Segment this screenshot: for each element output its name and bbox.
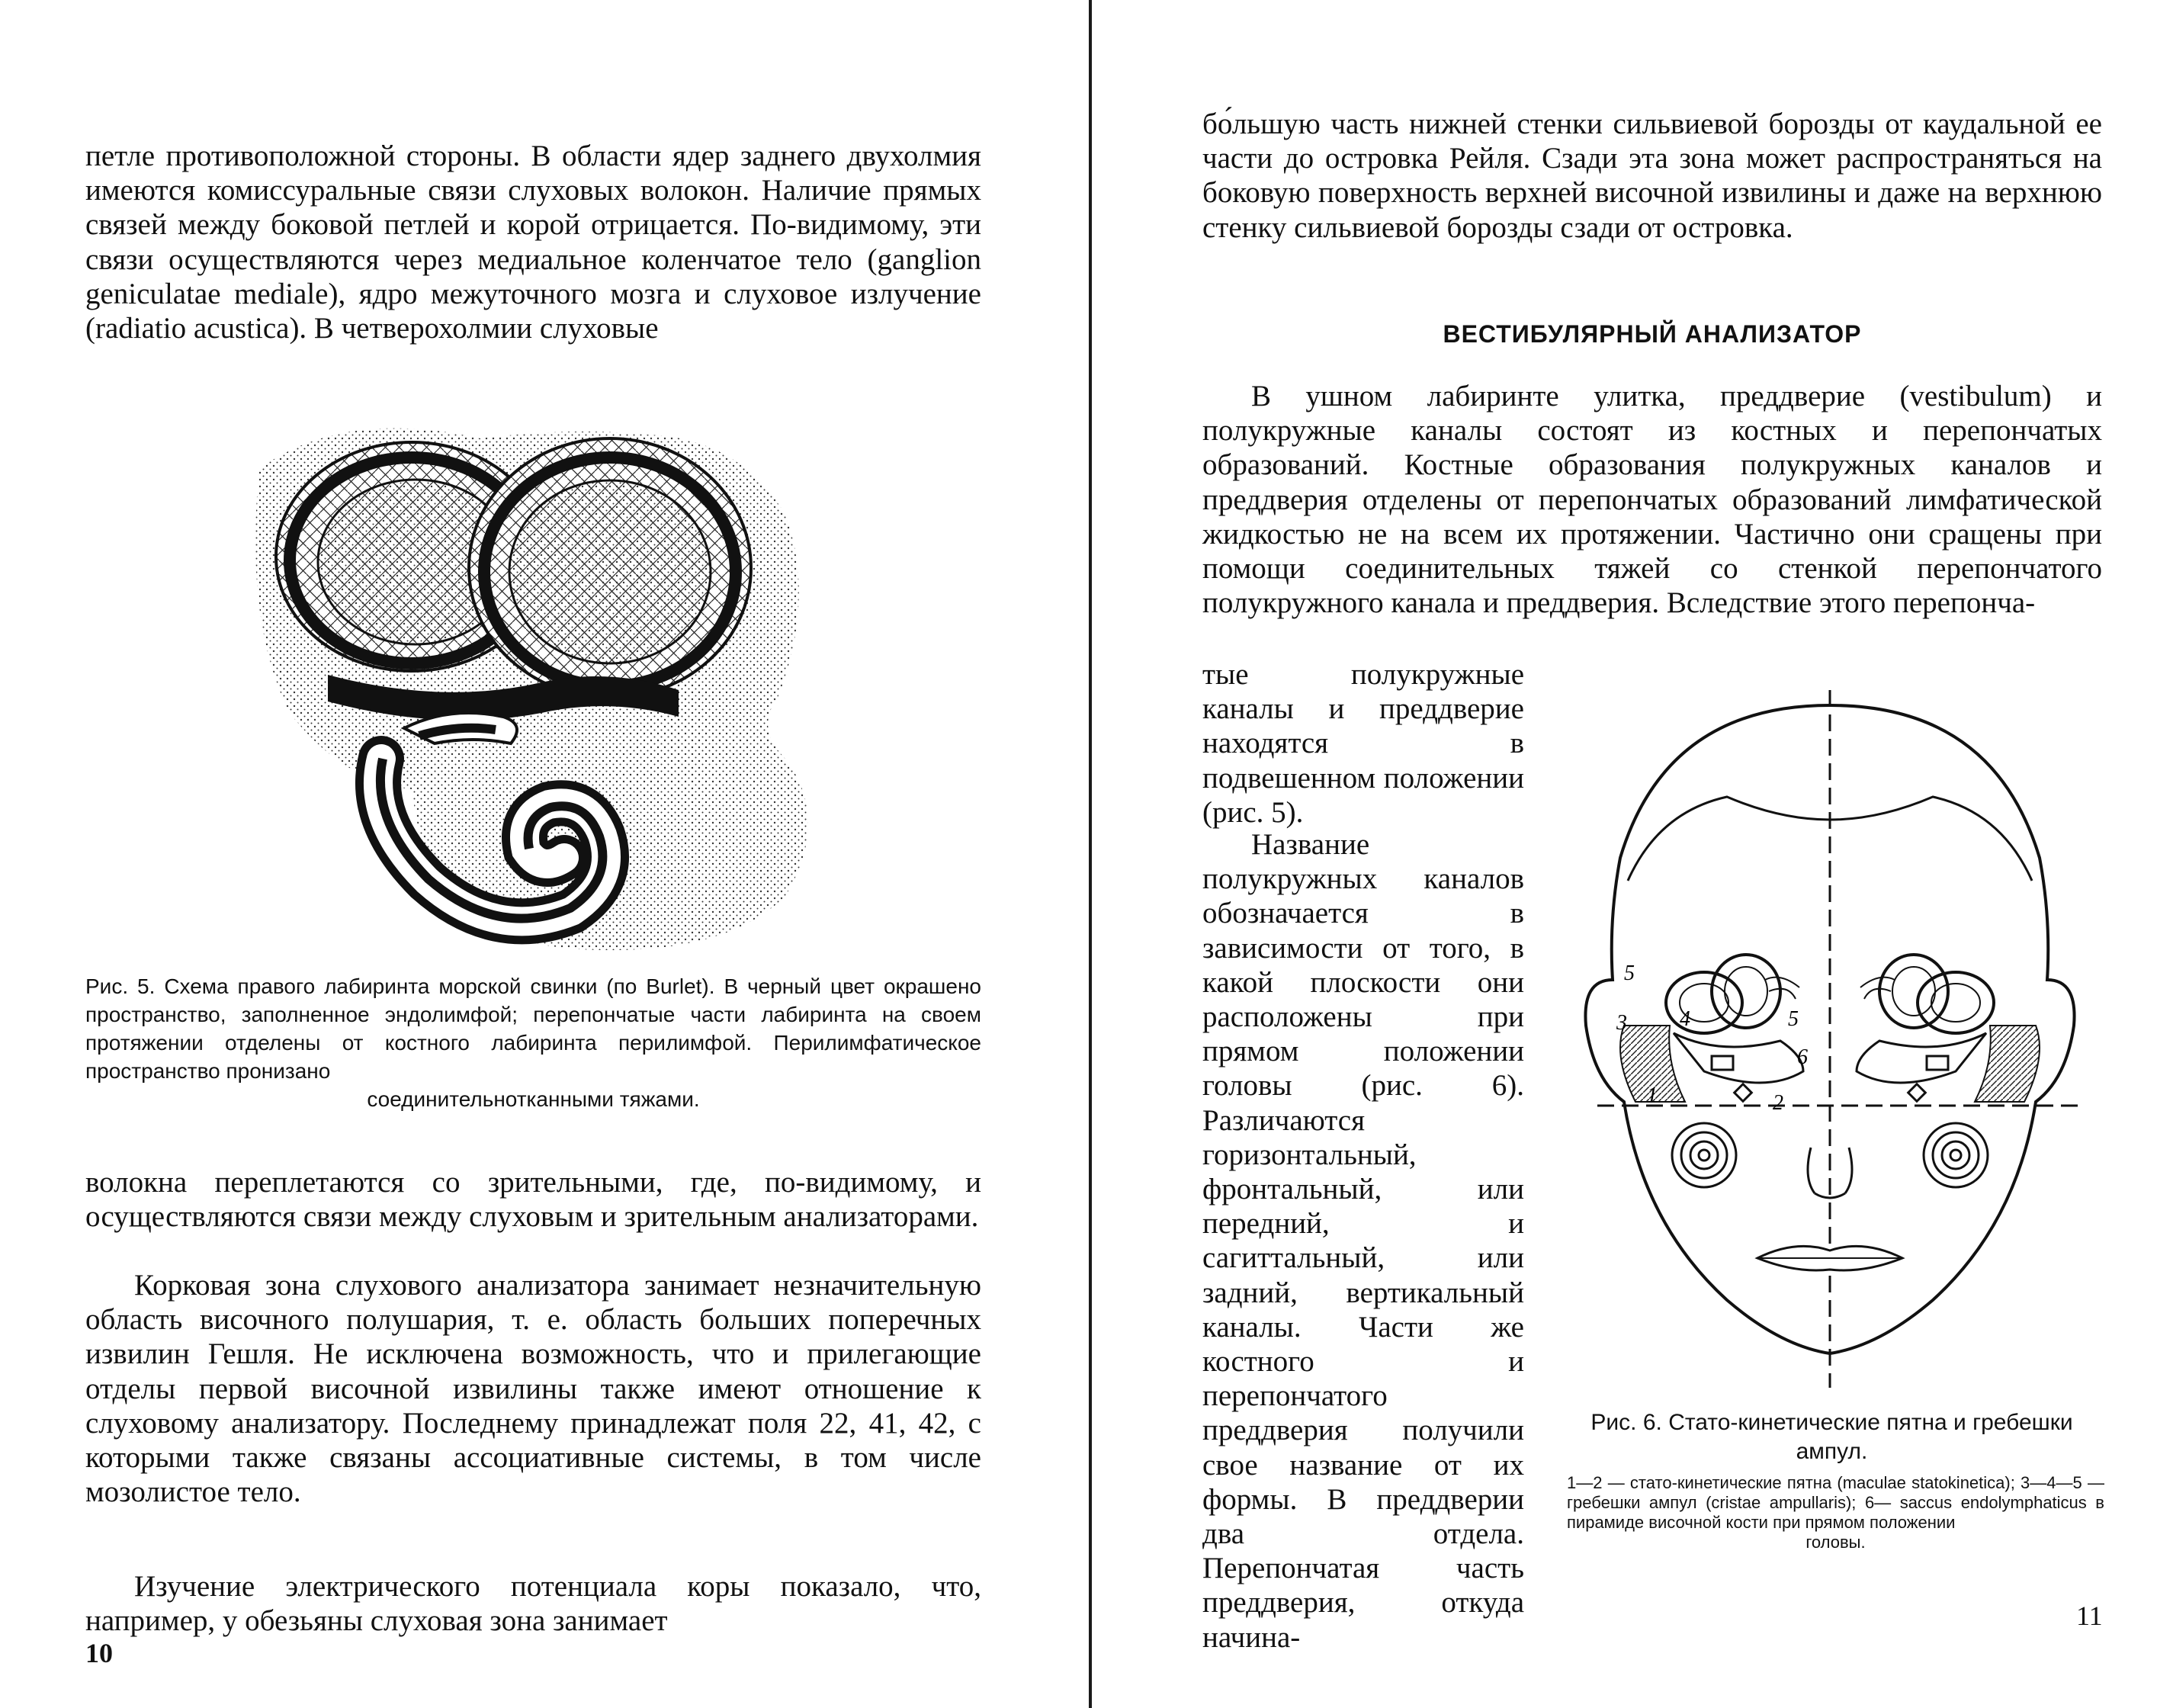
label-2: 2 <box>1773 1091 1783 1115</box>
right-paragraph-2: В ушном лабиринте улитка, преддверие (vestibulum) и полукружные каналы состоят из костных и перепончатых образований. Костные образования полукружных каналов и преддверия отделены от перепончатых образований лимфатической жидкостью не на всем их протяжении. Частично они сращены при помощи соединительных тяжей со стенкой перепончатого полукружного канала и преддверия. Вследствие этого перепонча- <box>1202 380 2102 620</box>
section-heading: ВЕСТИБУЛЯРНЫЙ АНАЛИЗАТОР <box>1443 320 1862 348</box>
label-5-left: 5 <box>1624 962 1635 985</box>
left-paragraph-1: петле противоположной стороны. В области ядер заднего двухолмия имеются комиссуральные связи слуховых волокон. Наличие прямых связей между боковой петлей и корой отрицается. По-видимому, эти связи осуществляются через медиальное коленчатое тело (ganglion geniculatae mediale), ядро межуточного мозга и слуховое излучение (radiatio acustica). В четверохолмии слуховые <box>85 140 981 345</box>
figure-6-title: Рис. 6. Стато-кинетические пятна и гребешки ампул. <box>1590 1410 2073 1464</box>
right-column-paragraph-1: тые полукружные каналы и преддверие находятся в подвешенном положении (рис. 5). <box>1202 658 1524 829</box>
right-page-number: 11 <box>2076 1600 2103 1631</box>
figure-5-caption-last: соединительнотканными тяжами. <box>367 1087 700 1111</box>
left-paragraph-4: Изучение электрического потенциала коры показало, что, например, у обезьяны слуховая зона занимает <box>85 1570 981 1638</box>
figure-5-caption <box>85 972 981 1113</box>
figure-6-legend-last: головы. <box>1805 1533 1866 1552</box>
label-4: 4 <box>1680 1007 1690 1031</box>
left-page-number: 10 <box>85 1638 113 1668</box>
right-paragraph-1: бо́льшую часть нижней стенки сильвиевой борозды от каудальной ее части до островка Рейля. Сзади эта зона может распространяться на боковую поверхность верхней височной извилины и даже на верхнюю стенку сильвиевой борозды сзади от островка. <box>1202 108 2102 244</box>
left-paragraph-2: волокна переплетаются со зрительными, где, по-видимому, и осуществляются связи между слуховым и зрительным анализаторами. <box>85 1166 981 1234</box>
figure-6-head-diagram <box>1552 690 2108 1407</box>
figure-6-legend <box>1567 1473 2104 1552</box>
left-page <box>0 0 1086 1708</box>
figure-5-caption-main: Рис. 5. Схема правого лабиринта морской свинки (по Burlet). В черный цвет окрашено пространство, заполненное эндолимфой; перепончатые части лабиринта на своем протяжении отделены от костного лабиринта перилимфой. Перилимфатическое пространство пронизано <box>85 974 981 1083</box>
left-paragraph-3: Корковая зона слухового анализатора занимает незначительную область височного полушария, т. е. область больших поперечных извилин Гешля. Не исключена возможность, что и прилегающие отделы первой височной извилины также имеют отношение к слуховому анализатору. Последнему принадлежат поля 22, 41, 42, с которыми также связаны ассоциативные системы, в том числе мозолистое тело. <box>85 1269 981 1509</box>
figure-5-labyrinth-diagram <box>252 423 831 965</box>
book-gutter <box>1089 0 1092 1708</box>
right-column-paragraph-2: Название полукружных каналов обозначается в зависимости от того, в какой плоскости они расположены при прямом положении головы (рис. 6). Различаются горизонтальный, фронтальный, или передний, и сагиттальный, или задний, вертикальный каналы. Части же костного и перепончатого преддверия получили свое название от их формы. В преддверии два отдела. Перепончатая часть преддверия, откуда начина- <box>1202 828 1524 1654</box>
label-6: 6 <box>1797 1045 1808 1069</box>
right-canal-inner <box>509 480 711 663</box>
figure-6-legend-main: 1—2 — стато-кинетические пятна (maculae statokinetica); 3—4—5 — гребешки ампул (cristae ampullaris); 6— saccus endolymphaticus в пирамиде височной кости при прямом положении <box>1567 1473 2104 1532</box>
label-5-right: 5 <box>1788 1007 1799 1031</box>
right-page <box>1094 0 2173 1708</box>
label-3: 3 <box>1616 1011 1627 1035</box>
label-1: 1 <box>1647 1084 1658 1107</box>
